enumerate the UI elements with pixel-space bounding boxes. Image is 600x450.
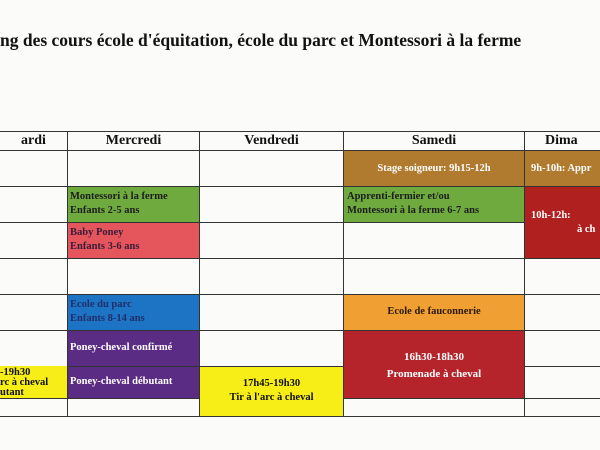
cell-line: Montessori à la ferme 6-7 ans: [347, 205, 480, 216]
cell-line: 10h-12h:: [531, 210, 571, 221]
grid-line: [0, 258, 600, 259]
cell-line: 9h-10h: Appr: [531, 163, 592, 174]
cell-line: 16h30-18h30: [404, 351, 464, 363]
samedi-stage-cell: [344, 151, 524, 186]
page-title: ng des cours école d'équitation, école du parc et Montessori à la ferme: [0, 30, 522, 50]
cell-line: Poney-cheval confirmé: [70, 342, 173, 353]
cell-line: Enfants 8-14 ans: [70, 313, 145, 324]
day-header-mardi: ardi: [21, 133, 46, 148]
vendredi-tir-arc-cell: [200, 367, 343, 416]
cell-line: Poney-cheval débutant: [70, 376, 173, 387]
cell-line: Ecole de fauconnerie: [387, 306, 481, 317]
cell-line: Apprenti-fermier et/ou: [347, 191, 450, 202]
mercredi-montessori-cell: [68, 187, 199, 222]
day-header-dimanche: Dima: [545, 133, 578, 148]
cell-line: -19h30: [0, 367, 31, 378]
cell-line: utant: [0, 387, 24, 398]
grid-line: [0, 416, 600, 417]
dimanche-appr-cell: [525, 151, 600, 186]
day-header-samedi: Samedi: [411, 133, 457, 148]
cell-line: Tir à l'arc à cheval: [229, 392, 314, 403]
day-header-vendredi: Vendredi: [244, 133, 299, 148]
mercredi-baby-poney-cell: [68, 223, 199, 258]
cell-line: 17h45-19h30: [242, 378, 301, 389]
cell-line: rc à cheval: [0, 377, 49, 388]
samedi-apprenti-cell: [344, 187, 524, 222]
cell-line: Promenade à cheval: [386, 368, 482, 380]
samedi-promenade-cell: [344, 331, 524, 398]
mercredi-debutant-cell: [68, 367, 199, 398]
cell-line: Enfants 2-5 ans: [70, 205, 140, 216]
mercredi-ecole-parc-cell: [68, 295, 199, 330]
cell-line: Stage soigneur: 9h15-12h: [377, 163, 491, 174]
cell-line: Montessori à la ferme: [70, 191, 168, 202]
dimanche-10h-cell: [525, 187, 600, 258]
cell-line: Baby Poney: [70, 227, 124, 238]
mardi-tir-cell: [0, 366, 67, 398]
day-header-mercredi: Mercredi: [105, 133, 162, 148]
cell-line: Enfants 3-6 ans: [70, 241, 140, 252]
mercredi-confirme-cell: [68, 331, 199, 366]
cell-line: Ecole du parc: [70, 299, 132, 310]
cell-line: à ch: [577, 224, 596, 235]
samedi-fauconnerie-cell: [344, 295, 524, 330]
